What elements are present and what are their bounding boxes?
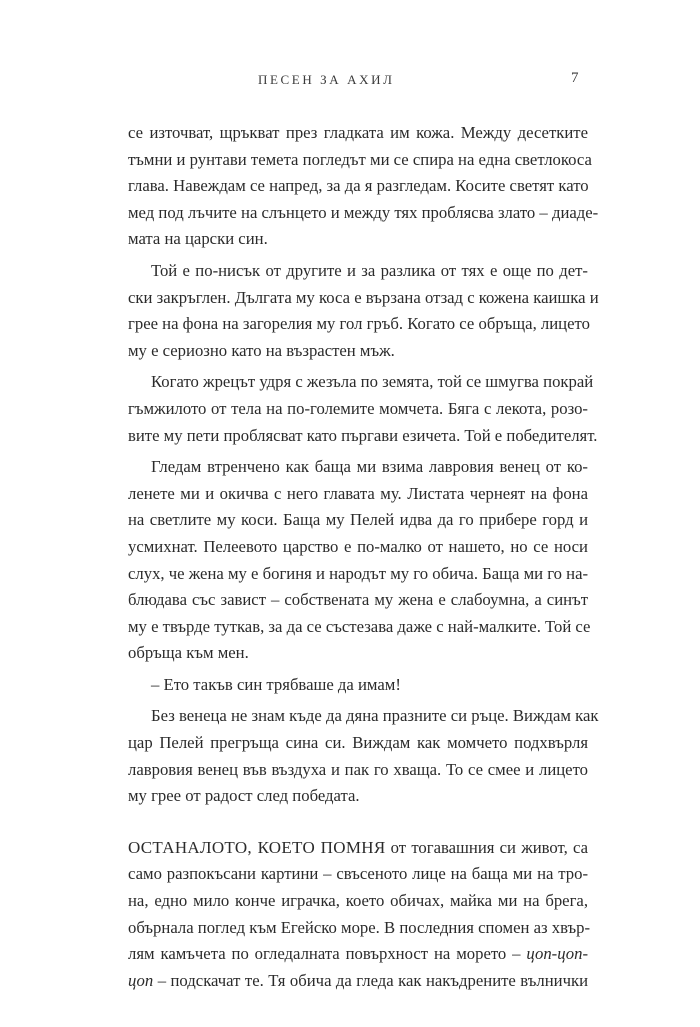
section-first-line-rest: от тогавашния си живот, са: [385, 837, 588, 857]
text-line: на, едно мило конче играчка, което обичах, майка ми на брега,: [128, 891, 588, 911]
text-line: се източват, щръкват през гладката им кожа. Между десетките: [128, 123, 588, 142]
text-line: лавровия венец във въздуха и пак го хваща. То се смее и лицето: [128, 759, 588, 779]
text-line: ски закръглен. Дългата му коса е вързана отзад с кожена каишка и: [128, 287, 599, 307]
paragraph: [128, 369, 598, 449]
italic-onomatopoeia: цоп: [128, 970, 154, 990]
text-line: ленете ми и окичва с него главата му. Листата чернеят на фона: [128, 483, 588, 503]
text-line: тъмни и рунтави темета погледът ми се спира на една светлокоса: [128, 149, 592, 169]
text-line: слух, че жена му е богиня и народът му го обича. Баща ми го на-: [128, 563, 589, 583]
text-line: вите му пети проблясват като пъргави езичета. Той е победителят.: [128, 425, 598, 445]
paragraph: [128, 454, 591, 667]
text-line: на светлите му коси. Баща му Пелей идва да го прибере горд и: [128, 510, 588, 530]
text-line: му е сериозно като на възрастен мъж.: [128, 340, 395, 360]
text-line: [128, 835, 588, 862]
paragraph: [128, 703, 599, 809]
text-line: мата на царски син.: [128, 229, 268, 249]
text-line: Гледам втренчено как баща ми взима лавровия венец от ко-: [151, 457, 588, 477]
text-line: усмихнат. Пелеевото царство е по-малко от нашето, но се носи: [128, 536, 588, 556]
text-line: Без венеца не знам къде да дяна празните си ръце. Виждам как: [151, 706, 599, 726]
text-line: Той е по-нисък от другите и за разлика от тях е още по дет-: [151, 260, 588, 280]
text-line: му грее от радост след победата.: [128, 786, 360, 806]
text-line: мед под лъчите на слънцето и между тях проблясва злато – диаде-: [128, 202, 599, 222]
paragraph: [128, 120, 599, 253]
text-segment: – подскачат те. Тя обича да гледа как накъдрените вълнички: [153, 970, 588, 990]
text-line: Когато жрецът удря с жезъла по земята, той се шмугва покрай: [151, 372, 594, 392]
text-line: [128, 941, 588, 968]
text-line: [128, 968, 588, 995]
section-paragraph: [128, 835, 591, 995]
italic-onomatopoeia: цоп-цоп-: [526, 944, 589, 964]
text-line: цар Пелей прегръща сина си. Виждам как момчето подхвърля: [128, 733, 588, 753]
running-title: ПЕСЕН ЗА АХИЛ: [258, 72, 395, 87]
text-line: глава. Навеждам се напред, за да я разгледам. Косите светят като: [128, 176, 589, 196]
text-line: – Ето такъв син трябваше да имам!: [151, 674, 401, 694]
paragraph: [128, 258, 599, 364]
text-line: гъмжилото от тела на по-големите момчета. Бяга с лекота, розо-: [128, 398, 588, 418]
text-segment: лям камъчета по огледалната повърхност на морето –: [128, 944, 521, 964]
text-line: му е твърде туткав, за да се състезава даже с най-малките. Той се: [128, 616, 591, 636]
text-line: само разпокъсани картини – свъсеното лице на баща ми на тро-: [128, 864, 588, 884]
page-number: 7: [571, 70, 579, 86]
text-line: обърнала поглед към Егейско море. В последния спомен аз хвър-: [128, 917, 591, 937]
body-text: [128, 120, 599, 999]
paragraph: [128, 672, 588, 699]
section-break: [128, 815, 588, 835]
section-lead-words: ОСТАНАЛОТО, КОЕТО ПОМНЯ: [128, 837, 386, 857]
text-line: грее на фона на загорелия му гол гръб. Когато се обръща, лицето: [128, 314, 590, 334]
text-line: обръща към мен.: [128, 643, 249, 663]
text-line: блюдава със завист – собствената му жена е слабоумна, а синът: [128, 590, 588, 610]
